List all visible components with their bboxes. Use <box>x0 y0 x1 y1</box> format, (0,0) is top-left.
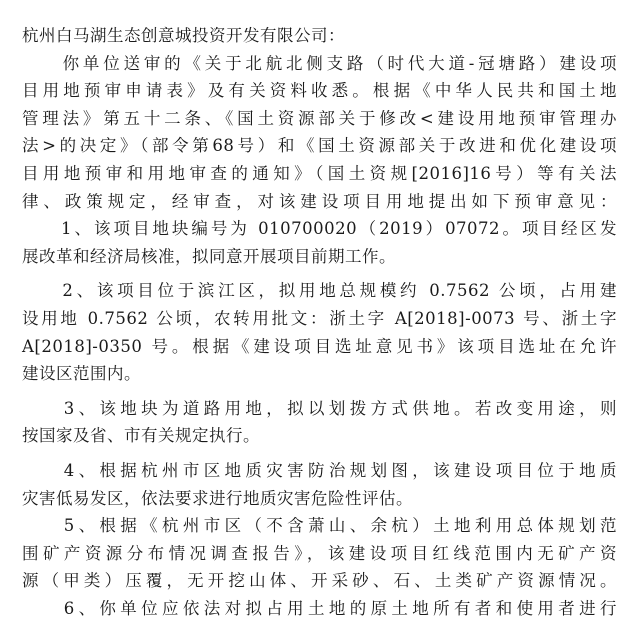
text-line: 展改革和经济局核准，拟同意开展项目前期工作。 <box>22 246 396 266</box>
text-line: 灾害低易发区，依法要求进行地质灾害危险性评估。 <box>22 488 413 508</box>
text-line: 6、你单位应依法对拟占用土地的原土地所有者和使用者进行 <box>22 598 617 618</box>
paragraph-item-6 <box>22 595 617 623</box>
text-line: 你单位送审的《关于北航北侧支路（时代大道-冠塘路）建设项 <box>22 53 617 73</box>
text-line: 1、该项目地块编号为 010700020（2019）07072。项目经区发 <box>22 219 617 239</box>
paragraph-item-5 <box>22 512 617 595</box>
paragraph-item-3 <box>22 395 617 450</box>
paragraph-item-4 <box>22 457 617 512</box>
paragraph-item-2 <box>22 277 617 387</box>
text-line: 围矿产资源分布情况调查报告》，该建设项目红线范围内无矿产资 <box>22 543 617 563</box>
text-line: 5、根据《杭州市区（不含萧山、余杭）土地利用总体规划范 <box>22 516 617 536</box>
text-line: 管理法》第五十二条、《国土资源部关于修改<建设用地预审管理办 <box>22 108 617 128</box>
addressee: 杭州白马湖生态创意城投资开发有限公司： <box>22 26 345 45</box>
text-line: 目用地预审申请表》及有关资料收悉。根据《中华人民共和国土地 <box>22 81 617 101</box>
text-line: 4、根据杭州市区地质灾害防治规划图，该建设项目位于地质 <box>22 460 617 480</box>
text-line: 源（甲类）压覆，无开挖山体、开采砂、石、土类矿产资源情况。 <box>22 571 617 591</box>
text-line: 设用地 0.7562 公顷，农转用批文：浙土字 A[2018]-0073 号、浙土字 <box>22 308 617 328</box>
text-line: 3、该地块为道路用地，拟以划拨方式供地。若改变用途，则 <box>22 398 617 418</box>
text-line: 建设区范围内。 <box>22 364 141 384</box>
text-line: 2、该项目位于滨江区，拟用地总规模约 0.7562 公顷，占用建 <box>22 281 617 301</box>
text-line: 律、政策规定，经审查，对该建设项目用地提出如下预审意见： <box>22 191 617 211</box>
text-line: 法>的决定》（部令第68号）和《国土资源部关于改进和优化建设项 <box>22 136 617 156</box>
paragraph-item-1 <box>22 215 617 270</box>
paragraph-intro <box>22 50 617 216</box>
text-line: A[2018]-0350 号。根据《建设项目选址意见书》该项目选址在允许 <box>22 336 617 356</box>
text-line: 按国家及省、市有关规定执行。 <box>22 426 260 446</box>
text-line: 目用地预审和用地审查的通知》（国土资规[2016]16号）等有关法 <box>22 163 617 183</box>
